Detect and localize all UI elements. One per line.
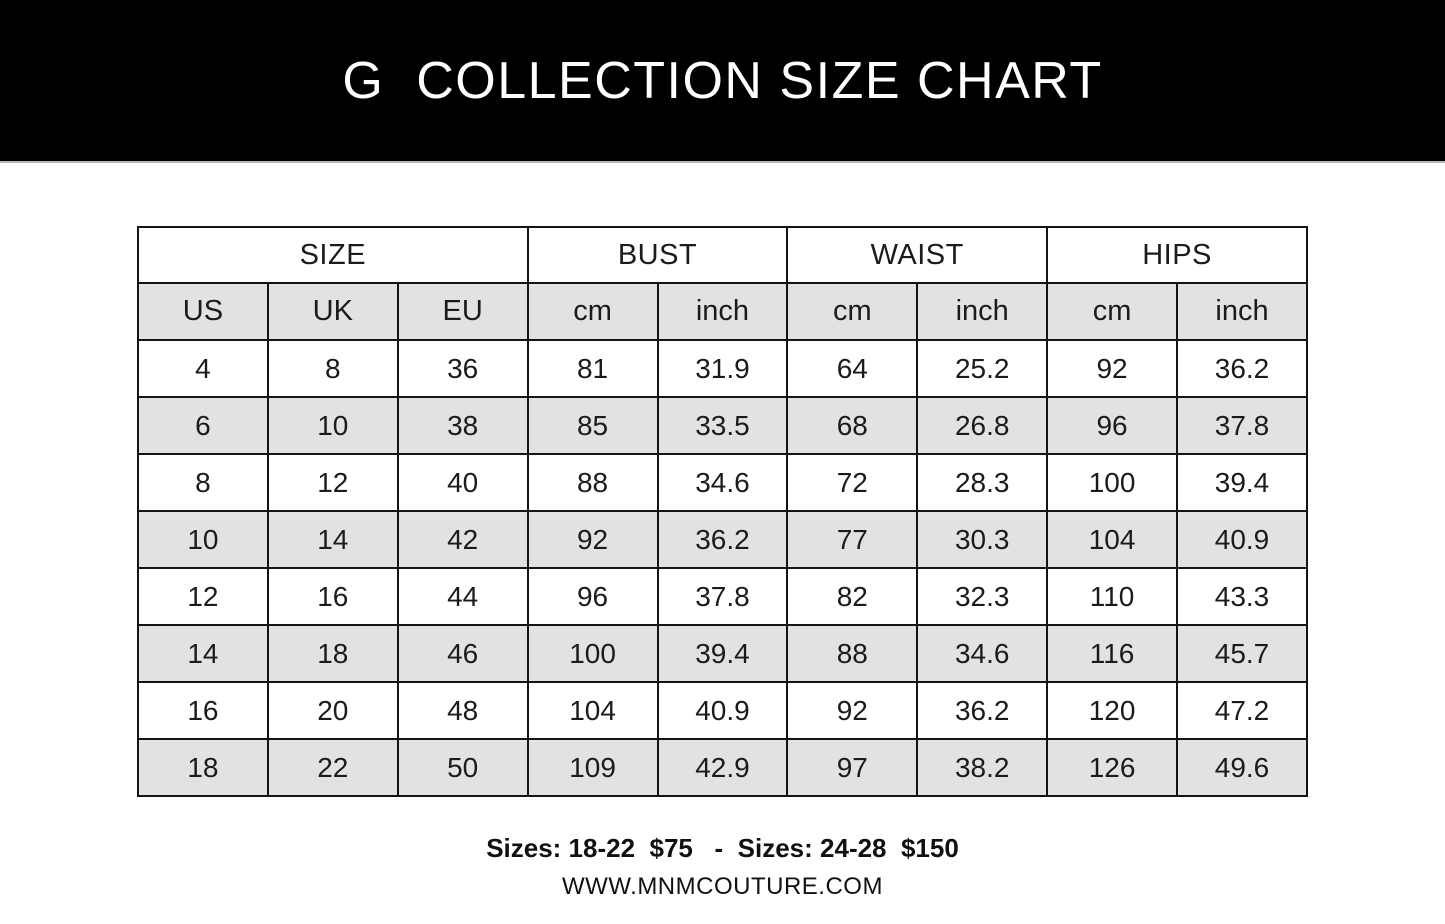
cell-hips-cm: 100	[1047, 454, 1177, 511]
pricing-note: Sizes: 18-22 $75 - Sizes: 24-28 $150	[486, 833, 959, 863]
cell-waist-cm: 68	[787, 397, 917, 454]
cell-bust-cm: 81	[528, 340, 658, 397]
cell-bust-inch: 39.4	[658, 625, 788, 682]
table-row	[138, 397, 1307, 454]
group-header-row	[138, 227, 1307, 283]
table-row	[138, 682, 1307, 739]
cell-hips-inch: 43.3	[1177, 568, 1307, 625]
cell-us: 6	[138, 397, 268, 454]
column-group-hips: HIPS	[1047, 227, 1307, 283]
cell-uk: 12	[268, 454, 398, 511]
table-row	[138, 625, 1307, 682]
subheader-waist-inch: inch	[917, 283, 1047, 340]
cell-bust-inch: 36.2	[658, 511, 788, 568]
cell-hips-cm: 126	[1047, 739, 1177, 796]
column-group-waist: WAIST	[787, 227, 1047, 283]
cell-bust-inch: 33.5	[658, 397, 788, 454]
cell-us: 10	[138, 511, 268, 568]
cell-waist-cm: 82	[787, 568, 917, 625]
cell-bust-inch: 34.6	[658, 454, 788, 511]
cell-waist-inch: 28.3	[917, 454, 1047, 511]
subheader-waist-cm: cm	[787, 283, 917, 340]
cell-uk: 18	[268, 625, 398, 682]
cell-eu: 50	[398, 739, 528, 796]
subheader-bust-inch: inch	[658, 283, 788, 340]
cell-waist-cm: 92	[787, 682, 917, 739]
cell-waist-inch: 30.3	[917, 511, 1047, 568]
cell-hips-inch: 49.6	[1177, 739, 1307, 796]
cell-waist-cm: 97	[787, 739, 917, 796]
cell-hips-inch: 45.7	[1177, 625, 1307, 682]
cell-hips-cm: 96	[1047, 397, 1177, 454]
cell-bust-cm: 100	[528, 625, 658, 682]
subheader-us: US	[138, 283, 268, 340]
cell-hips-inch: 37.8	[1177, 397, 1307, 454]
cell-hips-inch: 39.4	[1177, 454, 1307, 511]
cell-uk: 14	[268, 511, 398, 568]
cell-waist-cm: 77	[787, 511, 917, 568]
cell-hips-inch: 40.9	[1177, 511, 1307, 568]
table-row	[138, 568, 1307, 625]
cell-bust-cm: 104	[528, 682, 658, 739]
cell-waist-inch: 25.2	[917, 340, 1047, 397]
cell-bust-cm: 88	[528, 454, 658, 511]
table-row	[138, 454, 1307, 511]
table-row	[138, 739, 1307, 796]
cell-waist-inch: 32.3	[917, 568, 1047, 625]
cell-eu: 48	[398, 682, 528, 739]
cell-waist-inch: 38.2	[917, 739, 1047, 796]
cell-hips-inch: 47.2	[1177, 682, 1307, 739]
cell-waist-inch: 36.2	[917, 682, 1047, 739]
cell-waist-cm: 72	[787, 454, 917, 511]
cell-bust-cm: 92	[528, 511, 658, 568]
subheader-eu: EU	[398, 283, 528, 340]
cell-us: 12	[138, 568, 268, 625]
cell-us: 8	[138, 454, 268, 511]
cell-bust-cm: 109	[528, 739, 658, 796]
table-row	[138, 511, 1307, 568]
cell-waist-cm: 64	[787, 340, 917, 397]
header-banner	[0, 0, 1445, 163]
cell-hips-cm: 116	[1047, 625, 1177, 682]
table-row	[138, 340, 1307, 397]
subheader-row	[138, 283, 1307, 340]
subheader-uk: UK	[268, 283, 398, 340]
cell-us: 4	[138, 340, 268, 397]
cell-eu: 40	[398, 454, 528, 511]
cell-hips-cm: 110	[1047, 568, 1177, 625]
cell-bust-inch: 37.8	[658, 568, 788, 625]
size-chart-table	[137, 226, 1308, 797]
page-title: G COLLECTION SIZE CHART	[342, 51, 1103, 110]
cell-waist-cm: 88	[787, 625, 917, 682]
cell-us: 16	[138, 682, 268, 739]
column-group-bust: BUST	[528, 227, 788, 283]
cell-uk: 22	[268, 739, 398, 796]
cell-eu: 44	[398, 568, 528, 625]
subheader-hips-inch: inch	[1177, 283, 1307, 340]
subheader-bust-cm: cm	[528, 283, 658, 340]
cell-eu: 46	[398, 625, 528, 682]
cell-bust-cm: 96	[528, 568, 658, 625]
cell-bust-inch: 31.9	[658, 340, 788, 397]
cell-hips-cm: 92	[1047, 340, 1177, 397]
cell-uk: 16	[268, 568, 398, 625]
cell-hips-inch: 36.2	[1177, 340, 1307, 397]
cell-eu: 42	[398, 511, 528, 568]
cell-us: 14	[138, 625, 268, 682]
subheader-hips-cm: cm	[1047, 283, 1177, 340]
cell-bust-inch: 42.9	[658, 739, 788, 796]
cell-waist-inch: 34.6	[917, 625, 1047, 682]
cell-bust-cm: 85	[528, 397, 658, 454]
website-url: WWW.MNMCOUTURE.COM	[562, 873, 883, 900]
cell-uk: 20	[268, 682, 398, 739]
cell-hips-cm: 104	[1047, 511, 1177, 568]
cell-uk: 10	[268, 397, 398, 454]
cell-us: 18	[138, 739, 268, 796]
cell-hips-cm: 120	[1047, 682, 1177, 739]
cell-eu: 38	[398, 397, 528, 454]
cell-eu: 36	[398, 340, 528, 397]
cell-uk: 8	[268, 340, 398, 397]
cell-bust-inch: 40.9	[658, 682, 788, 739]
column-group-size: SIZE	[138, 227, 528, 283]
cell-waist-inch: 26.8	[917, 397, 1047, 454]
